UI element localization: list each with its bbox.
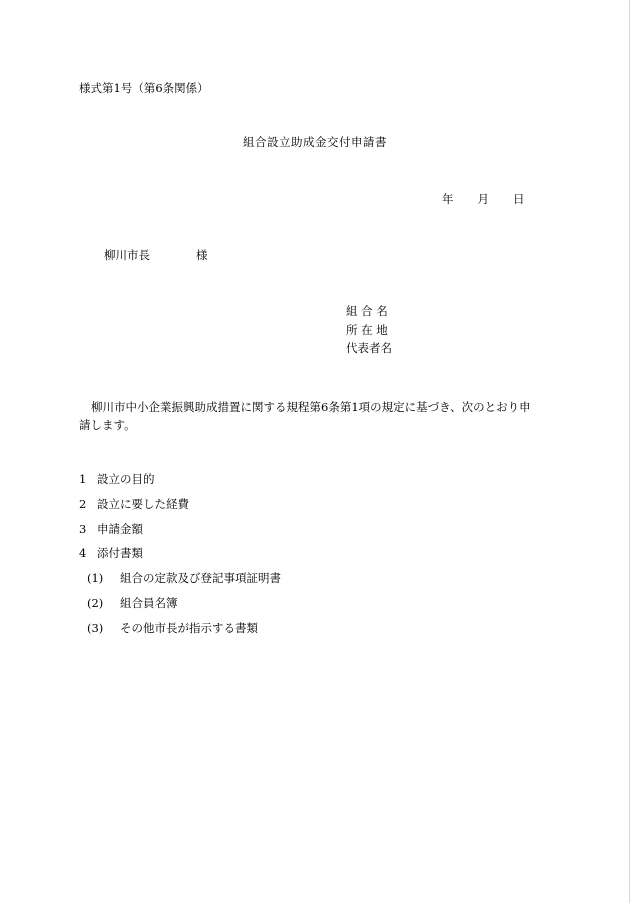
attachment-label: その他市長が指示する書類 xyxy=(120,620,258,635)
attachment-item xyxy=(79,573,281,598)
applicant-block xyxy=(346,306,392,362)
form-number: 様式第1号（第6条関係） xyxy=(79,81,209,95)
item-number: 4 xyxy=(79,546,87,561)
recipient-line xyxy=(104,250,208,262)
item-label: 添付書類 xyxy=(97,546,143,561)
attachment-number: (3) xyxy=(87,620,104,635)
date-year-label: 年 xyxy=(442,192,454,206)
recipient-honorific: 様 xyxy=(196,248,208,262)
date-month-label: 月 xyxy=(477,192,489,206)
attachment-number: (1) xyxy=(87,571,104,586)
applicant-field-union-name: 組 合 名 xyxy=(346,304,388,318)
item-label: 設立の目的 xyxy=(97,472,155,486)
list-item xyxy=(79,521,281,549)
item-number: 1 xyxy=(79,472,87,486)
application-statement: 柳川市中小企業振興助成措置に関する規程第6条第1項の規定に基づき、次のとおり申請します。 xyxy=(79,400,531,432)
attachment-item xyxy=(79,595,281,623)
list-item xyxy=(79,548,281,573)
attachment-label: 組合員名簿 xyxy=(120,595,178,610)
item-label: 設立に要した経費 xyxy=(97,496,189,511)
attachment-item xyxy=(79,620,281,648)
document-title: 組合設立助成金交付申請書 xyxy=(243,135,387,149)
recipient-name: 柳川市長 xyxy=(104,248,150,262)
date-line xyxy=(442,194,525,206)
item-number: 3 xyxy=(79,521,87,536)
attachment-label: 組合の定款及び登記事項証明書 xyxy=(120,571,281,586)
item-label: 申請金額 xyxy=(97,521,143,536)
item-list xyxy=(79,474,281,648)
list-item xyxy=(79,474,281,499)
list-item xyxy=(79,496,281,524)
applicant-field-address: 所 在 地 xyxy=(346,322,388,337)
item-number: 2 xyxy=(79,496,87,511)
date-day-label: 日 xyxy=(513,192,525,206)
attachment-number: (2) xyxy=(87,595,104,610)
applicant-field-representative: 代表者名 xyxy=(346,341,392,355)
